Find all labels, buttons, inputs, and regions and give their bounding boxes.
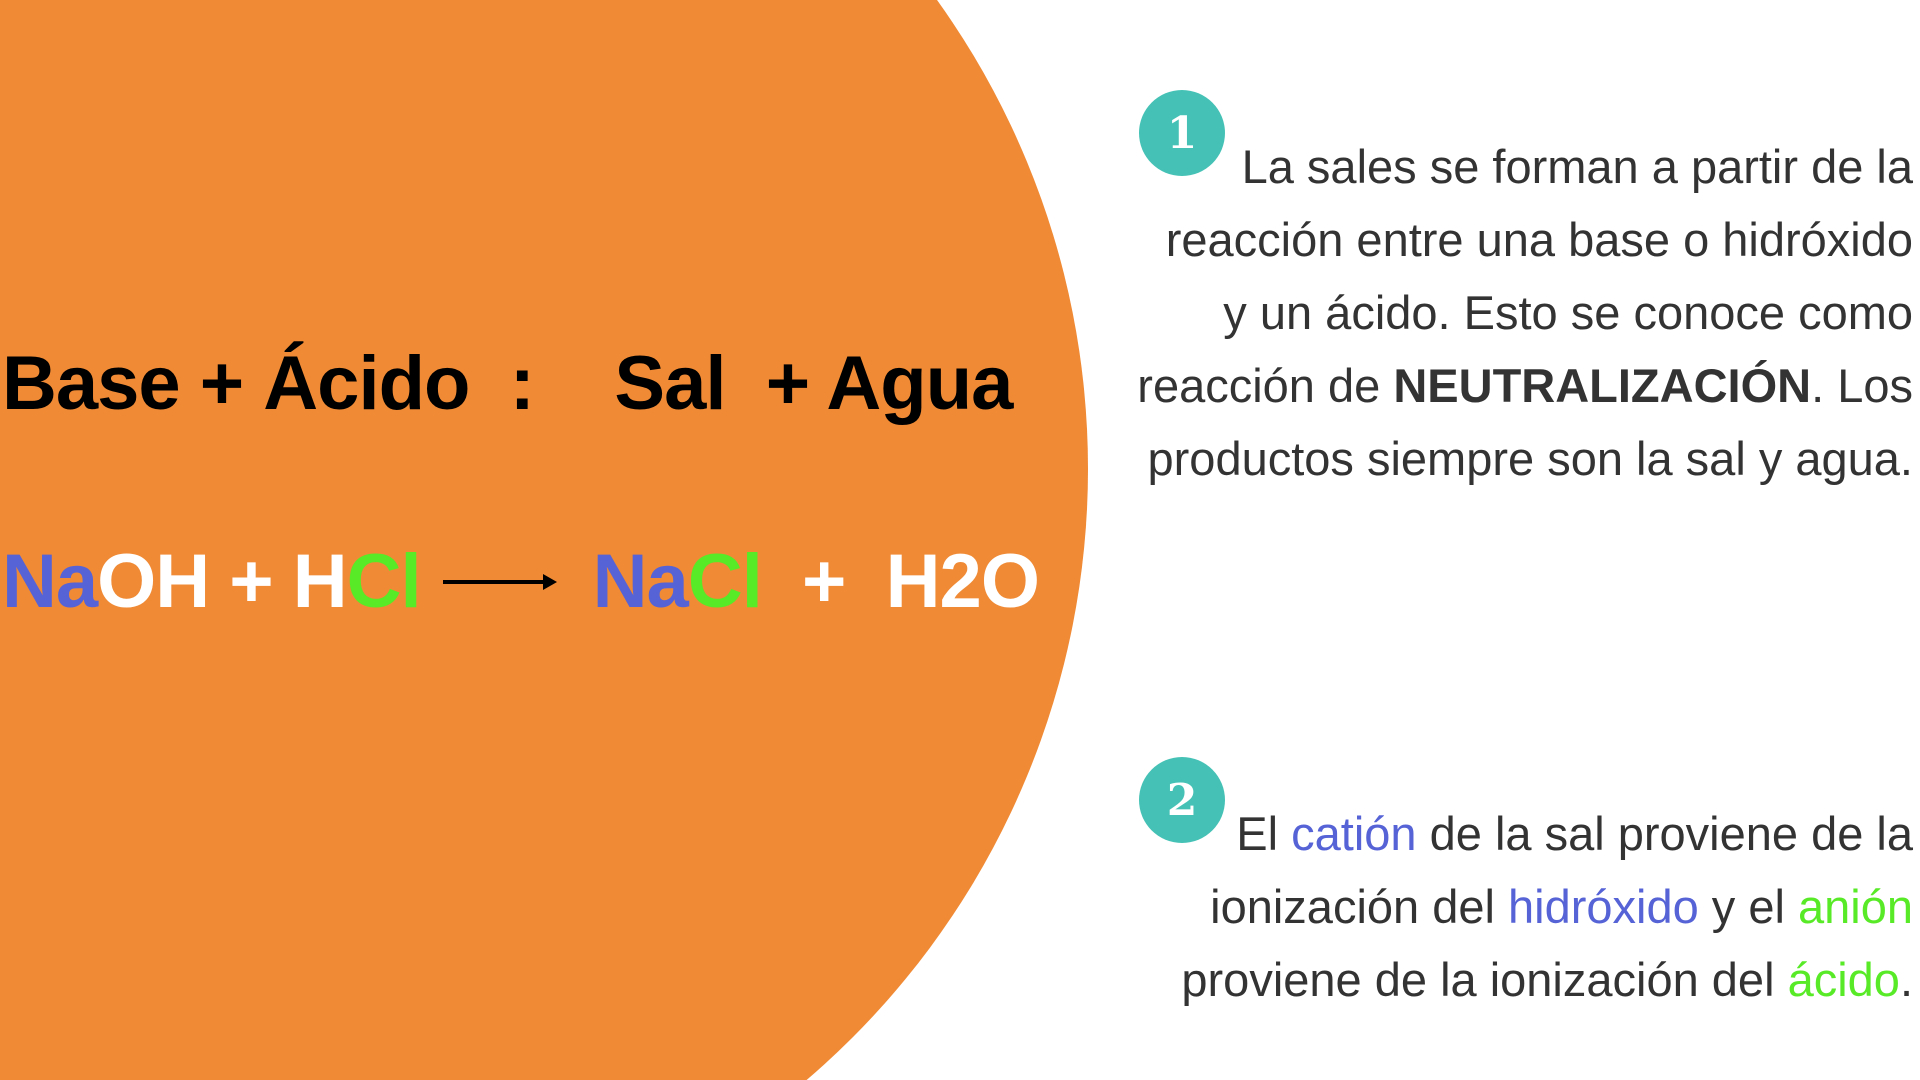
- line-4-text: reacción de: [1137, 359, 1394, 412]
- line-2-start: ionización del: [1210, 880, 1508, 933]
- water-product: H2O: [885, 539, 1039, 624]
- line-1-end: de la sal proviene de la: [1416, 807, 1913, 860]
- right-arrow-icon: [441, 562, 559, 602]
- example-reaction-formula: [2, 538, 1039, 625]
- line-4-end: . Los: [1811, 359, 1913, 412]
- nacl-anion: Cl: [687, 539, 762, 624]
- line-3-start: proviene de la ionización del: [1181, 953, 1788, 1006]
- point-1-line-4: [1083, 349, 1913, 422]
- line-2-mid: y el: [1698, 880, 1798, 933]
- plus-sign-2: +: [761, 539, 886, 624]
- hydroxide-term: hidróxido: [1508, 880, 1699, 933]
- point-1-line-3: y un ácido. Esto se conoce como: [1223, 286, 1913, 339]
- point-2-line-3: [1083, 943, 1913, 1016]
- naoh-cation: Na: [2, 539, 98, 624]
- anion-term: anión: [1798, 880, 1913, 933]
- number-badge-2: 2: [1139, 757, 1225, 843]
- number-badge-1: 1: [1139, 90, 1225, 176]
- point-2-line-1: [1083, 797, 1913, 870]
- point-1-line-5: productos siempre son la sal y agua.: [1147, 432, 1913, 485]
- point-2-line-2: [1083, 870, 1913, 943]
- neutralization-term: NEUTRALIZACIÓN: [1393, 359, 1812, 412]
- point-2-paragraph: [1083, 797, 1913, 1016]
- general-neutralization-formula: Base + Ácido : Sal + Agua: [2, 341, 1013, 426]
- point-1-paragraph: [1083, 130, 1913, 495]
- point-1-line-2: reacción entre una base o hidróxido: [1165, 213, 1913, 266]
- hcl-anion: Cl: [346, 539, 421, 624]
- naoh-anion: OH: [97, 539, 210, 624]
- line-3-end: .: [1899, 953, 1913, 1006]
- line-1-start: El: [1236, 807, 1292, 860]
- point-1-line-1: La sales se forman a partir de la: [1241, 140, 1913, 193]
- nacl-cation: Na: [592, 539, 688, 624]
- hcl-cation: H: [292, 539, 347, 624]
- acid-term: ácido: [1787, 953, 1900, 1006]
- plus-sign: +: [209, 539, 293, 624]
- cation-term: catión: [1291, 807, 1417, 860]
